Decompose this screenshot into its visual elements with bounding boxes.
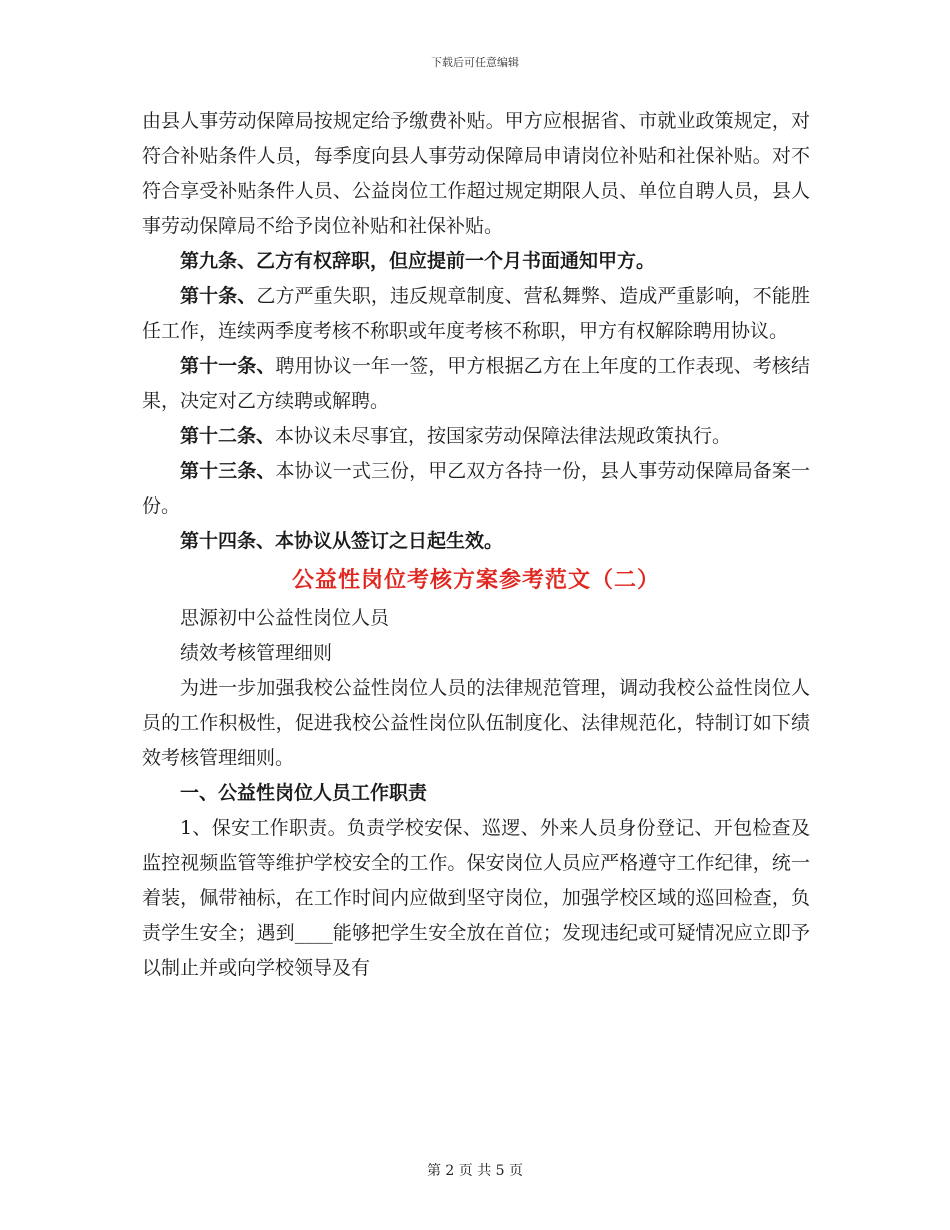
subtitle-rules: 绩效考核管理细则 [180, 642, 333, 664]
article-11 [142, 349, 810, 419]
article-13-lead: 第十三条、 [180, 460, 276, 482]
intro-paragraph: 为进一步加强我校公益性岗位人员的法律规范管理，调动我校公益性岗位人员的工作积极性，促进我校公益性岗位队伍制度化、法律规范化，特制订如下绩效考核管理细则。 [142, 677, 810, 769]
article-9: 第九条、乙方有权辞职，但应提前一个月书面通知甲方。 [180, 250, 656, 272]
section-heading-duties: 一、公益性岗位人员工作职责 [180, 782, 428, 804]
article-10-lead: 第十条、 [180, 285, 257, 307]
page-footer: 第 2 页 共 5 页 [426, 1163, 524, 1179]
duty-item-security: 1、保安工作职责。负责学校安保、巡逻、外来人员身份登记、开包检查及监控视频监管等维护学校安全的工作。保安岗位人员应严格遵守工作纪律，统一着装，佩带袖标，在工作时间内应做到坚守岗位，加强学校区域的巡回检查，负责学生安全；遇到____能够把学生安全放在首位；发现违纪或可疑情况应立即予以制止并或向学校领导及有 [142, 817, 810, 979]
section-title: 公益性岗位考核方案参考范文（二） [291, 567, 660, 593]
article-11-text: 聘用协议一年一签，甲方根据乙方在上年度的工作表现、考核结果，决定对乙方续聘或解聘。 [142, 355, 810, 412]
article-12-text: 本协议未尽事宜，按国家劳动保障法律法规政策执行。 [275, 425, 732, 447]
article-13-text: 本协议一式三份，甲乙双方各持一份，县人事劳动保障局备案一份。 [142, 460, 810, 517]
page-header: 下载后可任意编辑 [431, 56, 519, 69]
article-12 [142, 419, 810, 454]
article-14: 第十四条、本协议从签订之日起生效。 [180, 530, 504, 552]
article-13 [142, 454, 810, 524]
article-12-lead: 第十二条、 [180, 425, 276, 447]
article-10 [142, 279, 810, 349]
article-10-text: 乙方严重失职，违反规章制度、营私舞弊、造成严重影响，不能胜任工作，连续两季度考核不称职或年度考核不称职，甲方有权解除聘用协议。 [142, 285, 810, 342]
paragraph-continuation: 由县人事劳动保障局按规定给予缴费补贴。甲方应根据省、市就业政策规定，对符合补贴条件人员，每季度向县人事劳动保障局申请岗位补贴和社保补贴。对不符合享受补贴条件人员、公益岗位工作超过规定期限人员、单位自聘人员，县人事劳动保障局不给予岗位补贴和社保补贴。 [142, 110, 810, 237]
document-body [142, 104, 810, 986]
article-11-lead: 第十一条、 [180, 355, 276, 377]
subtitle-school: 思源初中公益性岗位人员 [180, 607, 390, 629]
